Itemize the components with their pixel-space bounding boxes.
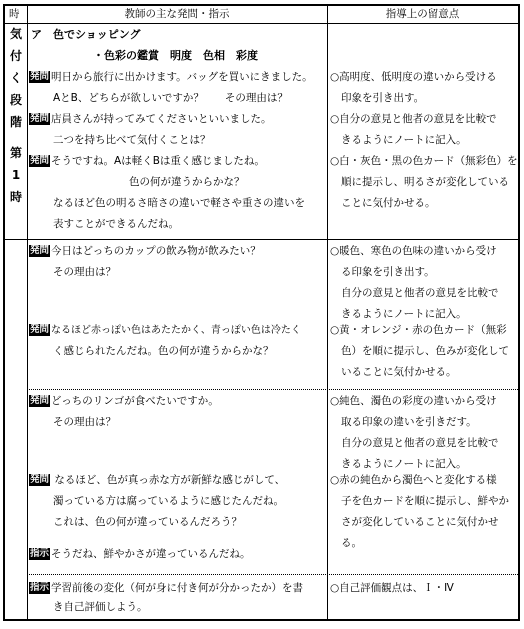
- section3-line-2: その理由は？: [53, 416, 116, 428]
- period-char-2: 1: [11, 168, 21, 182]
- hatsumon-tag: 発問: [30, 395, 50, 406]
- section1-note-6: 順に提示し、明るさが変化している: [341, 176, 509, 188]
- section3-note-6: 子を色カードを順に提示し、鮮やか: [341, 495, 509, 507]
- hatsumon-tag: 発問: [30, 113, 50, 124]
- section-divider-2: [27, 389, 518, 390]
- section2-note-3: 自分の意見と他者の意見を比較で: [341, 287, 499, 299]
- stage-char-3: く: [9, 71, 22, 85]
- shiji-tag: 指示: [30, 582, 50, 593]
- section3-line-1: 発問 どっちのリンゴが食べたいですか。: [30, 395, 219, 407]
- section3-note-5: ○赤の純色から濁色へと変化する様: [330, 474, 497, 486]
- header-time: 時: [9, 8, 20, 20]
- section-divider-1: [5, 239, 518, 240]
- header-notes: 指導上の留意点: [385, 8, 460, 20]
- section1-note-2: 印象を引き出す。: [341, 92, 425, 104]
- section3-note-3: 自分の意見と他者の意見を比較で: [341, 437, 499, 449]
- section1-note-7: ことに気付かせる。: [341, 197, 436, 209]
- period-char-3: 時: [9, 190, 22, 204]
- section3-note-2: 取る印象の違いを引きだす。: [341, 416, 477, 428]
- section2-line-3: 発問 なるほど赤っぽい色はあたたかく、青っぽい色は冷たく: [30, 324, 301, 336]
- stage-char-1: 気: [9, 27, 22, 41]
- stage-char-5: 階: [9, 115, 22, 129]
- header-main: 教師の主な発問・指示: [124, 8, 230, 20]
- section1-line-5: 発問 そうですね。Aは軽くBは重く感じましたね。: [30, 155, 265, 167]
- section2-line-4: く感じられたんだね。色の何が違うからかな？: [53, 345, 274, 357]
- section2-note-2: る印象を引き出す。: [341, 266, 435, 278]
- section2-note-7: いることに気付かせる。: [341, 366, 457, 378]
- section2-note-5: ○黄・オレンジ・赤の色カード（無彩: [330, 324, 507, 336]
- section-divider-3: [27, 574, 518, 575]
- notes-column-divider: [327, 6, 328, 619]
- section2-line-2: その理由は？: [53, 266, 116, 278]
- section1-line-6: 色の何が違うからかな？: [129, 176, 245, 188]
- header-divider: [5, 23, 518, 24]
- section4-line-2: き自己評価しよう。: [53, 601, 148, 613]
- hatsumon-tag: 発問: [30, 155, 50, 166]
- stage-char-4: 段: [9, 93, 22, 107]
- shiji-tag: 指示: [30, 548, 50, 559]
- section3-note-1: ○純色、濁色の彩度の違いから受け: [330, 395, 497, 407]
- section1-line-1: 発問 明日から旅行に出かけます。バッグを買いにきました。: [30, 71, 313, 83]
- section1-line-4: 二つを持ち比べて気付くことは？: [53, 134, 211, 146]
- section1-line-8: 表すことができるんだね。: [53, 218, 179, 230]
- section1-line-7: なるほど色の明るさ暗さの違いで軽さや重さの違いを: [53, 197, 305, 209]
- stage-char-2: 付: [9, 49, 22, 63]
- section3-line-5: これは、色の何が違っているんだろう？: [53, 516, 242, 528]
- lesson-plan-table: [3, 4, 520, 621]
- hatsumon-tag: 発問: [30, 474, 50, 485]
- section4-note-1: ○自己評価観点は、Ｉ・Ⅳ: [330, 582, 454, 594]
- section3-note-7: さが変化していることに気付かせ: [341, 516, 499, 528]
- section3-line-3: 発問 なるほど、色が真っ赤な方が新鮮な感じがして、: [30, 474, 286, 486]
- section1-note-1: ○高明度、低明度の違いから受ける: [330, 71, 497, 83]
- hatsumon-tag: 発問: [30, 71, 50, 82]
- section3-line-6: 指示 そうだね、鮮やかさが違っているんだね。: [30, 548, 251, 560]
- section1-heading: ア 色でショッピング: [31, 28, 141, 41]
- section2-line-1: 発問 今日はどっちのカップの飲み物が飲みたい？: [30, 245, 261, 257]
- period-char-1: 第: [9, 146, 22, 160]
- section3-note-4: きるようにノートに記入。: [341, 458, 467, 470]
- hatsumon-tag: 発問: [30, 245, 50, 256]
- section2-note-6: 色）を順に提示し、色みが変化して: [341, 345, 509, 357]
- time-column-divider: [27, 6, 28, 619]
- section1-line-3: 発問 店員さんが持ってみてくださいといいました。: [30, 113, 272, 125]
- section3-line-4: 濁っている方は腐っているように感じたんだね。: [53, 495, 284, 507]
- hatsumon-tag: 発問: [30, 324, 50, 335]
- section1-note-3: ○自分の意見と他者の意見を比較で: [330, 113, 497, 125]
- section1-line-2: AとB、どちらが欲しいですか？ その理由は？: [53, 92, 288, 104]
- section1-note-5: ○白・灰色・黒の色カード（無彩色）を: [330, 155, 518, 167]
- section2-note-4: きるようにノートに記入。: [341, 308, 467, 320]
- section3-note-8: る。: [341, 537, 362, 549]
- section1-note-4: きるようにノートに記入。: [341, 134, 467, 146]
- section1-subheading: ・色彩の鑑賞 明度 色相 彩度: [93, 49, 258, 62]
- section4-line-1: 指示 学習前後の変化（何が身に付き何が分かったか）を書: [30, 582, 304, 594]
- section2-note-1: ○暖色、寒色の色味の違いから受け: [330, 245, 497, 257]
